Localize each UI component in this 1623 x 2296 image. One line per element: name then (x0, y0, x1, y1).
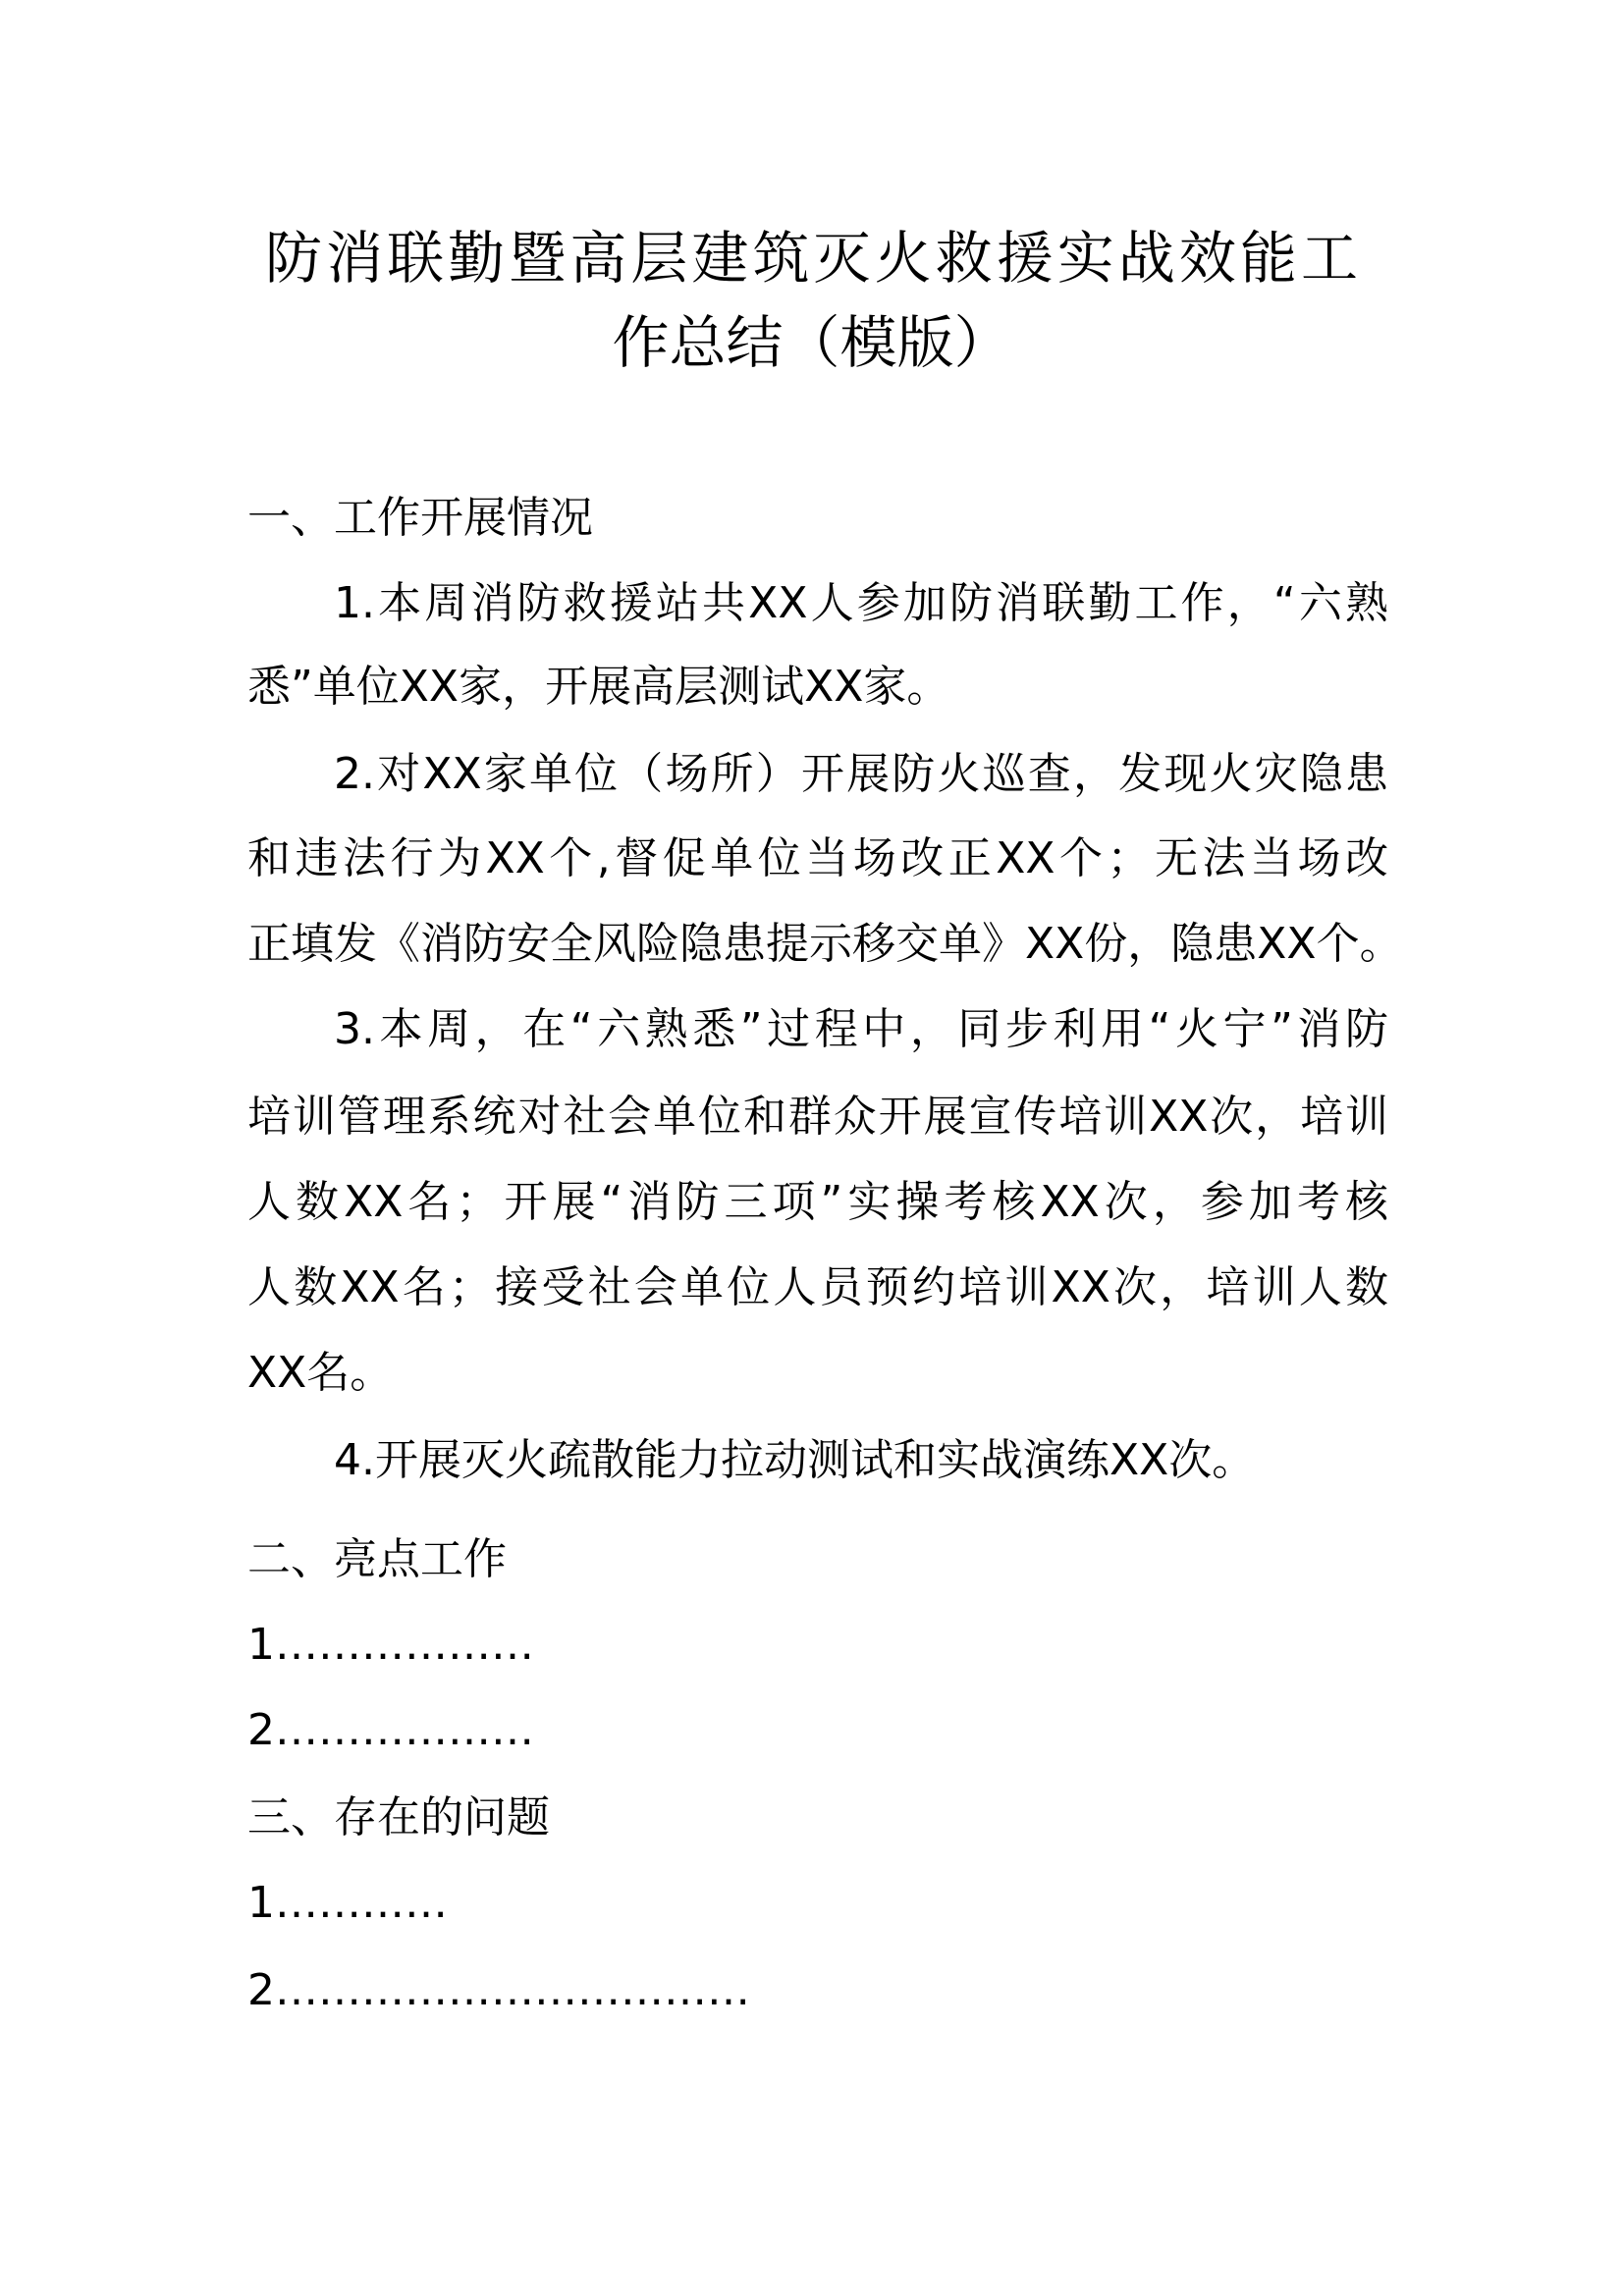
list-item: 1……………… (247, 1620, 534, 1670)
section-heading-3: 三、存在的问题 (247, 1792, 550, 1842)
paragraph-line: 悉”单位XX家，开展高层测试XX家。 (247, 662, 950, 712)
document-title-line-2: 作总结（模版） (612, 309, 1011, 376)
paragraph-line: 4.开展灭火疏散能力拉动测试和实战演练XX次。 (334, 1435, 1256, 1485)
paragraph-line: XX名。 (247, 1348, 394, 1398)
list-item: 2……………… (247, 1705, 534, 1755)
paragraph-line: 人数XX名；接受社会单位人员预约培训XX次，培训人数 (247, 1262, 1388, 1312)
paragraph-line: 1.本周消防救援站共XX人参加防消联勤工作，“六熟 (334, 578, 1388, 628)
list-item: 2…………………………… (247, 1965, 750, 2015)
list-item: 1………… (247, 1878, 448, 1928)
section-heading-1: 一、工作开展情况 (247, 493, 593, 543)
paragraph-line: 培训管理系统对社会单位和群众开展宣传培训XX次，培训 (247, 1092, 1388, 1142)
paragraph-line: 人数XX名；开展“消防三项”实操考核XX次，参加考核 (247, 1177, 1388, 1227)
document-title-line-1: 防消联勤暨高层建筑灭火救援实战效能工 (265, 225, 1358, 292)
paragraph-line: 2.对XX家单位（场所）开展防火巡查，发现火灾隐患 (334, 749, 1388, 799)
paragraph-line: 和违法行为XX个,督促单位当场改正XX个；无法当场改 (247, 833, 1388, 883)
paragraph-line: 3.本周，在“六熟悉”过程中，同步利用“火宁”消防 (334, 1004, 1388, 1054)
paragraph-line: 正填发《消防安全风险隐患提示移交单》XX份，隐患XX个。 (247, 919, 1403, 969)
section-heading-2: 二、亮点工作 (247, 1534, 507, 1584)
